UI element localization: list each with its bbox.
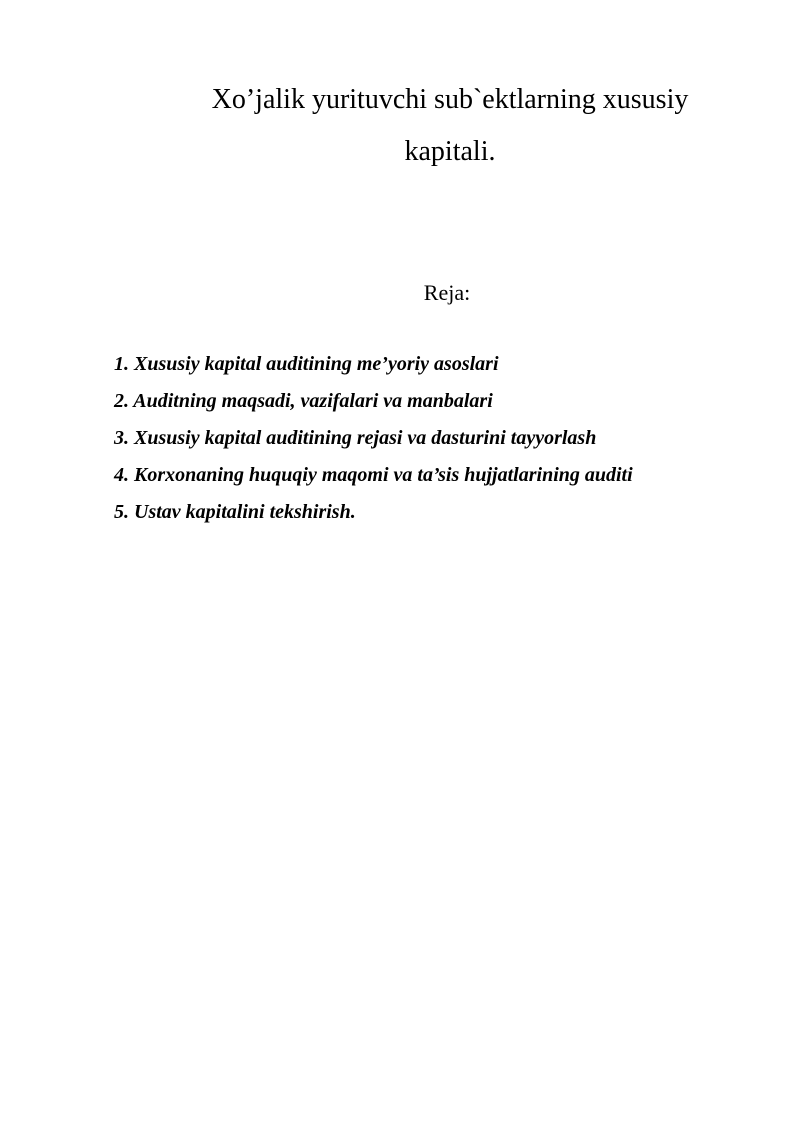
plan-item-4: 4. Korxonaning huquqiy maqomi va ta’sis hujjatlarining auditi (114, 464, 633, 486)
plan-item-1: 1. Xususiy kapital auditining me’yoriy asoslari (114, 353, 499, 375)
document-title-line-2: kapitali. (404, 136, 496, 167)
plan-item-3: 3. Xususiy kapital auditining rejasi va dasturini tayyorlash (114, 427, 597, 449)
document-title-line-1: Xo’jalik yurituvchi sub`ektlarning xususiy (211, 84, 689, 115)
plan-item-2: 2. Auditning maqsadi, vazifalari va manbalari (114, 390, 493, 412)
plan-list (114, 346, 774, 531)
document-title (150, 74, 750, 178)
plan-heading: Reja: (423, 280, 471, 305)
plan-item-5: 5. Ustav kapitalini tekshirish. (114, 501, 356, 523)
